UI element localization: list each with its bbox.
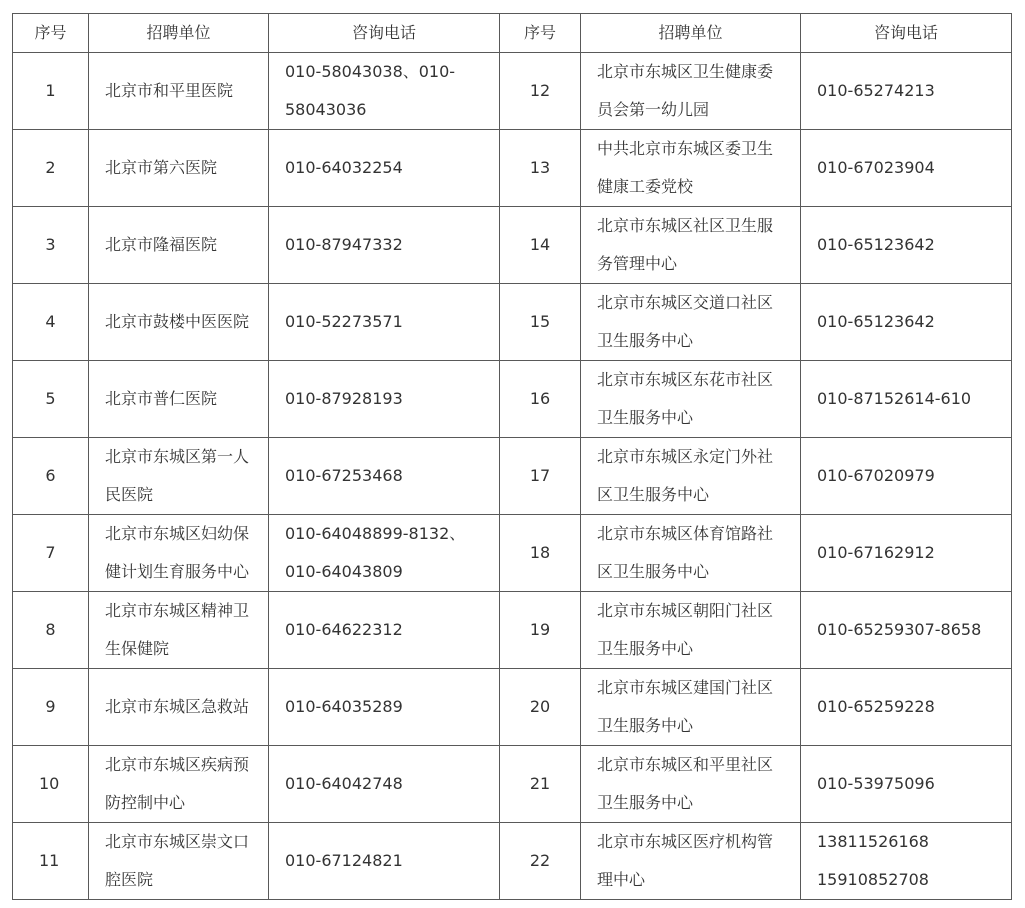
table-row: [13, 361, 1012, 438]
contact-phone-right: [801, 53, 1012, 130]
contact-phone-left: [269, 53, 500, 130]
recruiting-unit-right: [581, 438, 801, 515]
seq-number-right: 16: [500, 361, 581, 438]
seq-number-right: 19: [500, 592, 581, 669]
contact-phone-right: [801, 130, 1012, 207]
unit-line: 北京市东城区第一人: [105, 447, 250, 466]
recruiting-unit-left: [89, 284, 269, 361]
unit-line: 员会第一幼儿园: [597, 100, 710, 119]
header-unit-left: 招聘单位: [89, 14, 269, 53]
recruiting-unit-left: [89, 438, 269, 515]
unit-line: 北京市东城区朝阳门社区: [597, 601, 774, 620]
phone-line: 010-64035289: [285, 697, 403, 716]
seq-number-left: 8: [13, 592, 89, 669]
seq-number-right: 22: [500, 823, 581, 900]
table-row: [13, 746, 1012, 823]
phone-line: 010-65123642: [817, 312, 935, 331]
recruiting-unit-left: [89, 361, 269, 438]
contact-phone-right: [801, 515, 1012, 592]
phone-line: 010-87947332: [285, 235, 403, 254]
phone-line: 010-67253468: [285, 466, 403, 485]
table-row: [13, 438, 1012, 515]
seq-number-right: 21: [500, 746, 581, 823]
unit-line: 区卫生服务中心: [597, 485, 710, 504]
table-row: [13, 669, 1012, 746]
recruiting-unit-right: [581, 592, 801, 669]
unit-line: 理中心: [597, 870, 646, 889]
seq-number-left: 7: [13, 515, 89, 592]
unit-line: 卫生服务中心: [597, 331, 694, 350]
header-unit-right: 招聘单位: [581, 14, 801, 53]
unit-line: 务管理中心: [597, 254, 678, 273]
table-header: [13, 14, 1012, 53]
seq-number-left: 11: [13, 823, 89, 900]
phone-line: 010-87928193: [285, 389, 403, 408]
recruiting-unit-left: [89, 130, 269, 207]
seq-number-right: 15: [500, 284, 581, 361]
unit-line: 北京市东城区永定门外社: [597, 447, 774, 466]
contact-phone-left: [269, 823, 500, 900]
phone-line: 010-64043809: [285, 562, 403, 581]
recruiting-unit-right: [581, 53, 801, 130]
phone-line: 010-65123642: [817, 235, 935, 254]
table-body: [13, 53, 1012, 900]
unit-line: 北京市东城区建国门社区: [597, 678, 774, 697]
phone-line: 010-67124821: [285, 851, 403, 870]
phone-line: 010-65274213: [817, 81, 935, 100]
recruiting-unit-left: [89, 669, 269, 746]
unit-line: 生保健院: [105, 639, 170, 658]
phone-line: 010-67023904: [817, 158, 935, 177]
recruiting-unit-right: [581, 823, 801, 900]
unit-line: 北京市东城区医疗机构管: [597, 832, 774, 851]
phone-line: 010-58043038、010-: [285, 62, 456, 81]
seq-number-left: 9: [13, 669, 89, 746]
unit-line: 腔医院: [105, 870, 154, 889]
contact-phone-right: [801, 592, 1012, 669]
unit-line: 北京市东城区交道口社区: [597, 293, 774, 312]
contact-phone-right: [801, 746, 1012, 823]
table-row: [13, 207, 1012, 284]
seq-number-right: 13: [500, 130, 581, 207]
seq-number-left: 2: [13, 130, 89, 207]
seq-number-left: 3: [13, 207, 89, 284]
unit-line: 北京市第六医院: [105, 158, 218, 177]
recruiting-unit-left: [89, 515, 269, 592]
recruiting-unit-left: [89, 823, 269, 900]
table-row: [13, 592, 1012, 669]
phone-line: 010-64048899-8132、: [285, 524, 466, 543]
phone-line: 010-64032254: [285, 158, 403, 177]
contact-phone-left: [269, 130, 500, 207]
unit-line: 防控制中心: [105, 793, 186, 812]
seq-number-right: 12: [500, 53, 581, 130]
unit-line: 北京市东城区崇文口: [105, 832, 250, 851]
table-row: [13, 130, 1012, 207]
seq-number-left: 6: [13, 438, 89, 515]
phone-line: 010-65259307-8658: [817, 620, 982, 639]
recruiting-unit-left: [89, 53, 269, 130]
unit-line: 北京市东城区急救站: [105, 697, 250, 716]
unit-line: 中共北京市东城区委卫生: [597, 139, 774, 158]
seq-number-right: 17: [500, 438, 581, 515]
unit-line: 卫生服务中心: [597, 793, 694, 812]
unit-line: 北京市普仁医院: [105, 389, 218, 408]
contact-phone-left: [269, 284, 500, 361]
phone-line: 13811526168: [817, 832, 929, 851]
recruiting-unit-right: [581, 746, 801, 823]
unit-line: 北京市东城区和平里社区: [597, 755, 774, 774]
recruiting-unit-right: [581, 669, 801, 746]
contact-phone-right: [801, 669, 1012, 746]
contact-phone-right: [801, 361, 1012, 438]
contact-phone-left: [269, 361, 500, 438]
contact-phone-left: [269, 746, 500, 823]
unit-line: 北京市和平里医院: [105, 81, 234, 100]
phone-line: 010-65259228: [817, 697, 935, 716]
header-phone-right: 咨询电话: [801, 14, 1012, 53]
phone-line: 010-53975096: [817, 774, 935, 793]
recruiting-unit-right: [581, 284, 801, 361]
recruitment-contact-table: [12, 13, 1012, 900]
table-row: [13, 284, 1012, 361]
unit-line: 北京市东城区东花市社区: [597, 370, 774, 389]
unit-line: 卫生服务中心: [597, 716, 694, 735]
contact-phone-left: [269, 207, 500, 284]
unit-line: 健计划生育服务中心: [105, 562, 250, 581]
phone-line: 010-64042748: [285, 774, 403, 793]
recruiting-unit-left: [89, 207, 269, 284]
unit-line: 北京市东城区社区卫生服: [597, 216, 774, 235]
contact-phone-right: [801, 207, 1012, 284]
contact-phone-right: [801, 438, 1012, 515]
contact-phone-left: [269, 669, 500, 746]
recruiting-unit-left: [89, 592, 269, 669]
unit-line: 卫生服务中心: [597, 639, 694, 658]
seq-number-right: 18: [500, 515, 581, 592]
recruiting-unit-left: [89, 746, 269, 823]
unit-line: 北京市鼓楼中医医院: [105, 312, 250, 331]
contact-phone-left: [269, 592, 500, 669]
recruiting-unit-right: [581, 130, 801, 207]
phone-line: 010-52273571: [285, 312, 403, 331]
unit-line: 北京市东城区精神卫: [105, 601, 250, 620]
seq-number-right: 14: [500, 207, 581, 284]
recruiting-unit-right: [581, 515, 801, 592]
contact-phone-right: [801, 284, 1012, 361]
table-row: [13, 823, 1012, 900]
unit-line: 卫生服务中心: [597, 408, 694, 427]
phone-line: 58043036: [285, 100, 367, 119]
contact-phone-left: [269, 438, 500, 515]
recruiting-unit-right: [581, 361, 801, 438]
seq-number-left: 1: [13, 53, 89, 130]
contact-phone-right: [801, 823, 1012, 900]
unit-line: 北京市东城区体育馆路社: [597, 524, 774, 543]
contact-phone-left: [269, 515, 500, 592]
table-row: [13, 53, 1012, 130]
unit-line: 区卫生服务中心: [597, 562, 710, 581]
phone-line: 010-67020979: [817, 466, 935, 485]
unit-line: 民医院: [105, 485, 154, 504]
unit-line: 北京市东城区疾病预: [105, 755, 250, 774]
phone-line: 15910852708: [817, 870, 929, 889]
header-row: [13, 14, 1012, 53]
header-phone-left: 咨询电话: [269, 14, 500, 53]
recruiting-unit-right: [581, 207, 801, 284]
unit-line: 北京市隆福医院: [105, 235, 218, 254]
seq-number-left: 10: [13, 746, 89, 823]
seq-number-left: 4: [13, 284, 89, 361]
unit-line: 北京市东城区卫生健康委: [597, 62, 774, 81]
phone-line: 010-64622312: [285, 620, 403, 639]
header-seq-left: 序号: [13, 14, 89, 53]
seq-number-right: 20: [500, 669, 581, 746]
seq-number-left: 5: [13, 361, 89, 438]
unit-line: 健康工委党校: [597, 177, 694, 196]
phone-line: 010-87152614-610: [817, 389, 972, 408]
header-seq-right: 序号: [500, 14, 581, 53]
table-row: [13, 515, 1012, 592]
phone-line: 010-67162912: [817, 543, 935, 562]
unit-line: 北京市东城区妇幼保: [105, 524, 250, 543]
